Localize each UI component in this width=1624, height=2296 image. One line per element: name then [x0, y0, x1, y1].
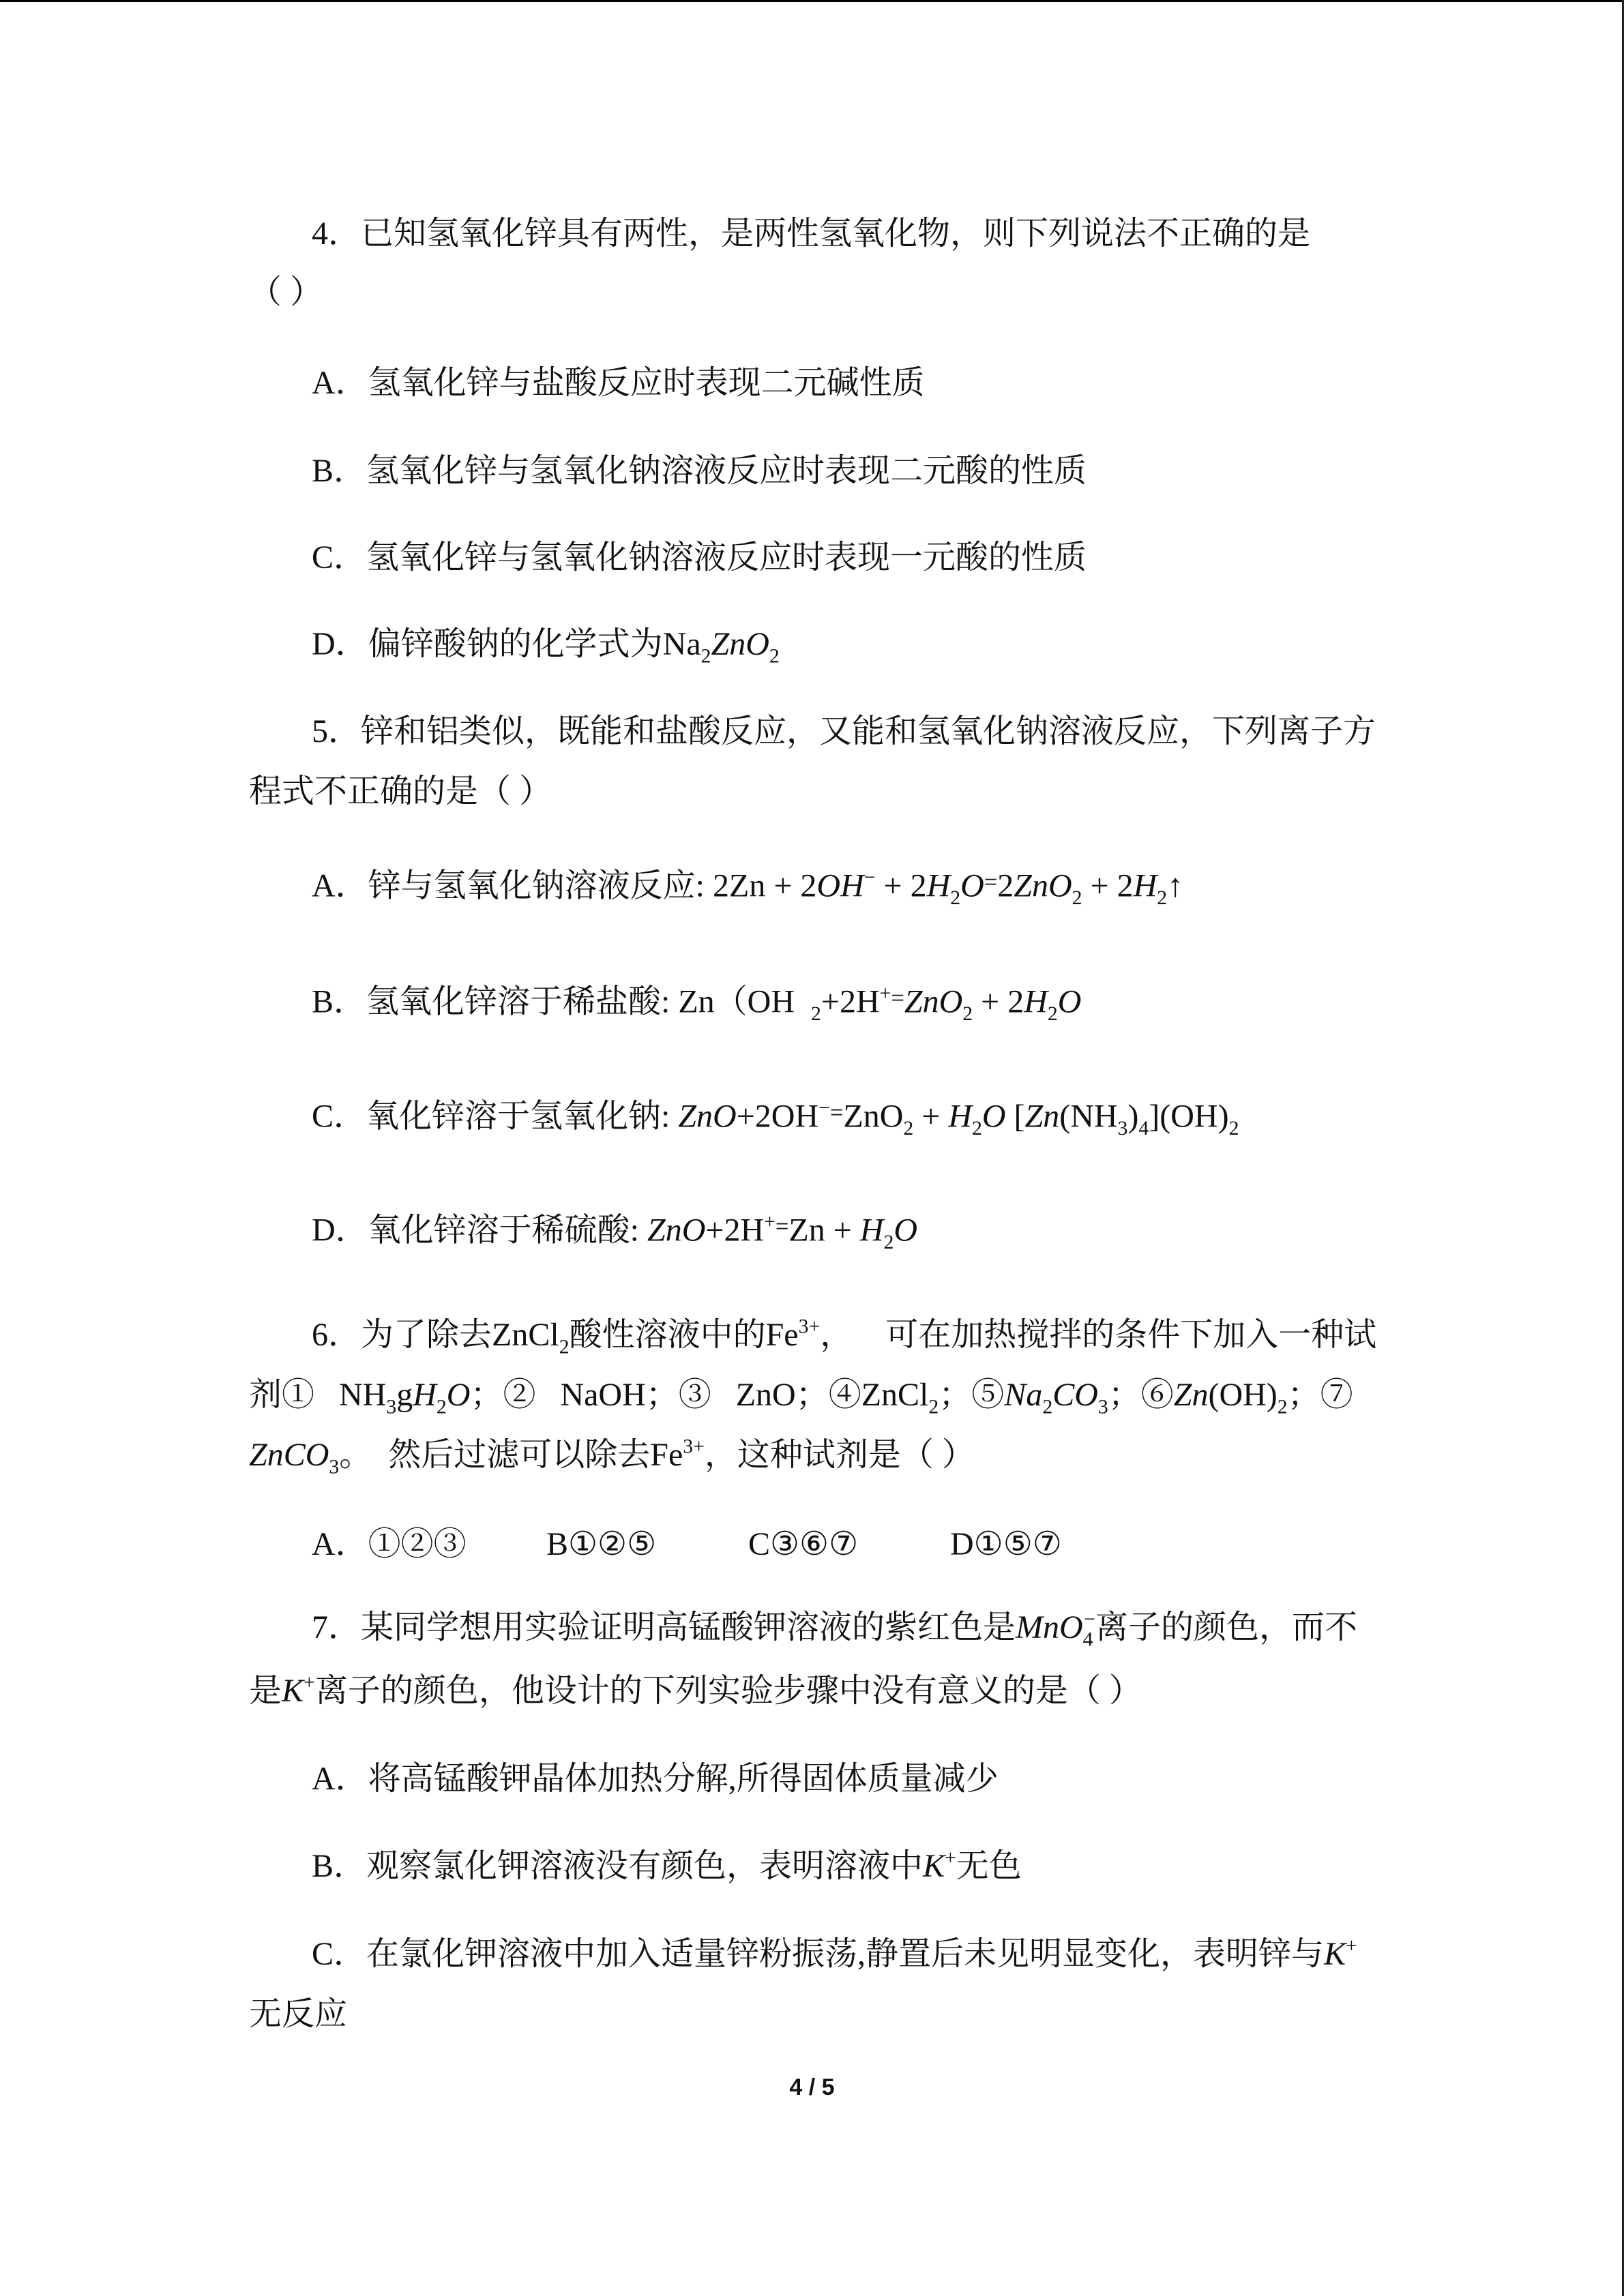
text-run: ，这种试剂是（ ） [704, 1437, 975, 1473]
italic-symbol: H [1133, 867, 1157, 904]
subscript: 2 [811, 1002, 821, 1025]
equals-sign: = [891, 985, 904, 1011]
text-run: ZnO [843, 1098, 904, 1135]
text-run: C．在氯化钾溶液中加入适量锌粉振荡,静置后未见明显变化，表明锌与 [312, 1936, 1325, 1972]
subscript: 2 [1277, 1395, 1288, 1418]
italic-symbol: ZnO [904, 983, 963, 1020]
italic-symbol: ZnCO [249, 1437, 329, 1473]
superscript: + [1346, 1934, 1357, 1957]
text-run: （ ） [249, 274, 323, 310]
question-5-stem-line-2 [249, 772, 552, 811]
question-6-option-b [546, 1525, 656, 1564]
italic-symbol: O [981, 1098, 1006, 1135]
italic-symbol: ZnO [678, 1098, 737, 1135]
text-run: 酸性溶液中的Fe [569, 1317, 799, 1353]
text-run: ](OH) [1149, 1098, 1229, 1135]
text-run: B．氢氧化锌与氢氧化钠溶液反应时表现二元酸的性质 [312, 453, 1087, 489]
text-run: B．氢氧化锌溶于稀盐酸: Zn（OH [312, 983, 812, 1020]
text-run: ；⑥ [1108, 1377, 1174, 1413]
text-run: +2H [821, 983, 880, 1020]
italic-symbol: H [413, 1377, 437, 1413]
question-6-option-c [748, 1525, 858, 1564]
subscript: 3 [1117, 1116, 1128, 1139]
subscript: 2 [769, 644, 780, 668]
subscript: 3 [386, 1395, 397, 1418]
text-run: 是 [249, 1673, 282, 1709]
superscript: − [818, 1097, 830, 1120]
text-run: 7．某同学想用实验证明高锰酸钾溶液的紫红色是 [312, 1609, 1016, 1645]
text-run: 5．锌和铝类似，既能和盐酸反应，又能和氢氧化钠溶液反应，下列离子方 [312, 713, 1376, 749]
italic-symbol: Zn [1173, 1377, 1209, 1413]
text-run: A．锌与氢氧化钠溶液反应: 2Zn + 2 [312, 867, 817, 904]
italic-symbol: CO [1052, 1377, 1098, 1413]
question-4-stem-line-1 [312, 214, 1310, 254]
question-5-option-a [312, 863, 1184, 909]
subscript: 2 [559, 1335, 570, 1358]
italic-symbol: K [923, 1848, 945, 1884]
text-run: A．将高锰酸钾晶体加热分解,所得固体质量减少 [312, 1761, 999, 1797]
italic-symbol: O [1057, 983, 1082, 1020]
superscript: − [1084, 1607, 1095, 1630]
superscript: + [764, 1210, 776, 1234]
text-run: D①⑤⑦ [950, 1526, 1062, 1562]
text-run: + 2 [973, 983, 1024, 1020]
question-7-option-c-line-2 [249, 1995, 347, 2034]
question-7-option-a [312, 1759, 999, 1799]
text-run: 程式不正确的是（ ） [249, 773, 552, 809]
question-7-stem-line-1 [312, 1607, 1357, 1651]
page-number: 4 / 5 [789, 2074, 835, 2100]
italic-symbol: O [960, 867, 984, 904]
question-7-option-c-line-1 [312, 1935, 1357, 1974]
subscript: 2 [1157, 886, 1168, 909]
question-4-option-b [312, 451, 1087, 491]
text-run: + 2 [1082, 867, 1134, 904]
italic-symbol: Na [1004, 1377, 1043, 1413]
text-run: g [396, 1377, 413, 1413]
italic-symbol: H [1024, 983, 1048, 1020]
question-6-stem-line-3 [249, 1435, 975, 1478]
superscript: + [945, 1846, 956, 1869]
text-run: 6．为了除去ZnCl [312, 1317, 559, 1353]
text-run: D．偏锌酸钠的化学式为Na [312, 626, 701, 662]
text-run: 剂① NH [249, 1377, 387, 1413]
text-run: Zn + [788, 1212, 860, 1249]
question-4-option-c [312, 538, 1087, 578]
text-run: B①②⑤ [546, 1526, 657, 1562]
italic-symbol: OH [816, 867, 864, 904]
page-top-border [0, 0, 1624, 2]
italic-symbol: Zn [1024, 1098, 1060, 1135]
question-6-option-a [312, 1525, 467, 1564]
question-5-option-b [312, 979, 1082, 1025]
question-6-option-d [950, 1525, 1062, 1564]
question-6-stem-line-1 [312, 1315, 1377, 1358]
text-run: C．氧化锌溶于氢氧化钠: [312, 1098, 679, 1135]
subscript: 2 [903, 1116, 914, 1139]
text-run: ， 可在加热搅拌的条件下加入一种试 [820, 1317, 1377, 1353]
italic-symbol: H [859, 1212, 884, 1249]
subscript: 2 [1228, 1116, 1239, 1139]
text-run: D．氧化锌溶于稀硫酸: [312, 1212, 648, 1249]
question-4-option-d [312, 625, 780, 668]
equals-sign: = [775, 1214, 789, 1240]
text-run: ↑ [1167, 867, 1184, 904]
superscript: + [879, 982, 891, 1005]
question-4-option-a [312, 363, 925, 403]
text-run: C．氢氧化锌与氢氧化钠溶液反应时表现一元酸的性质 [312, 539, 1087, 576]
italic-symbol: O [894, 1212, 917, 1249]
text-run: ) [1127, 1098, 1139, 1135]
italic-symbol: ZnO [1014, 867, 1072, 904]
italic-symbol: H [948, 1098, 972, 1135]
text-run: A．氢氧化锌与盐酸反应时表现二元碱性质 [312, 365, 925, 401]
subscript: 2 [950, 886, 961, 909]
subscript: 2 [1072, 886, 1082, 909]
superscript: 3+ [798, 1315, 821, 1338]
subscript: 2 [436, 1395, 447, 1418]
superscript: 3+ [683, 1435, 705, 1458]
text-run: 2 [997, 867, 1014, 904]
text-run: A．①②③ [312, 1526, 467, 1562]
question-5-stem-line-1 [312, 712, 1376, 751]
italic-symbol: H [926, 867, 951, 904]
text-run: ；⑤ [939, 1377, 1005, 1413]
text-run: +2OH [736, 1098, 819, 1135]
text-run: + 2 [875, 867, 927, 904]
italic-symbol: ZnO [647, 1212, 706, 1249]
text-run: 无色 [956, 1848, 1022, 1884]
subscript: 4 [1138, 1116, 1149, 1139]
text-run: (NH [1059, 1098, 1118, 1135]
text-run: +2H [705, 1212, 765, 1249]
italic-symbol: MnO [1016, 1609, 1083, 1645]
subscript: 4 [1082, 1628, 1093, 1651]
italic-symbol: O [446, 1377, 471, 1413]
subscript: 2 [928, 1395, 939, 1418]
subscript: 2 [1042, 1395, 1053, 1418]
text-run: ；② NaOH；③ ZnO；④ZnCl [470, 1377, 929, 1413]
subscript: 2 [972, 1116, 982, 1139]
text-run: B．观察氯化钾溶液没有颜色，表明溶液中 [312, 1848, 924, 1884]
italic-symbol: K [282, 1673, 304, 1709]
question-7-stem-line-2 [249, 1671, 1142, 1711]
equals-sign: = [829, 1100, 844, 1126]
italic-symbol: ZnO [711, 626, 769, 662]
text-run: (OH) [1208, 1377, 1278, 1413]
superscript: − [863, 866, 876, 889]
question-5-option-c [312, 1093, 1239, 1139]
text-run: 无反应 [249, 1996, 348, 2032]
subscript: 2 [700, 644, 711, 668]
text-run: 离子的颜色，他设计的下列实验步骤中没有意义的是（ ） [314, 1673, 1142, 1709]
text-run: + [913, 1098, 949, 1135]
italic-symbol: K [1324, 1936, 1346, 1972]
subscript: 2 [962, 1002, 973, 1025]
text-run: 离子的颜色，而不 [1095, 1609, 1357, 1645]
superscript: + [304, 1671, 315, 1694]
text-run: 。 然后过滤可以除去Fe [339, 1437, 683, 1473]
text-run: 4．已知氢氧化锌具有两性，是两性氢氧化物，则下列说法不正确的是 [312, 215, 1311, 252]
text-run: [ [1005, 1098, 1025, 1135]
text-run: ；⑦ [1287, 1377, 1353, 1413]
subscript: 3 [329, 1455, 340, 1478]
question-7-option-b [312, 1847, 1022, 1886]
question-4-stem-line-2 [249, 273, 323, 312]
equals-sign: = [984, 869, 998, 895]
subscript: 2 [883, 1230, 894, 1253]
question-6-stem-line-2 [249, 1375, 1353, 1418]
subscript: 2 [1047, 1002, 1058, 1025]
question-5-option-d [312, 1207, 917, 1253]
subscript: 3 [1097, 1395, 1108, 1418]
text-run: C③⑥⑦ [748, 1526, 859, 1562]
